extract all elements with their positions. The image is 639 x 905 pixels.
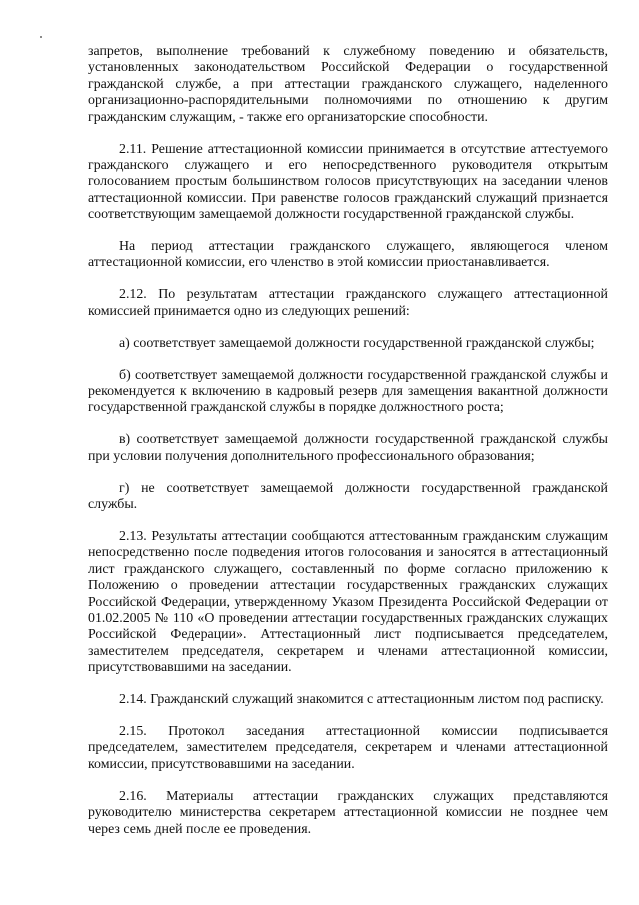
paragraph-2-12: 2.12. По результатам аттестации гражданского служащего аттестационной комиссией принимается одно из следующих решений: <box>88 287 608 319</box>
paragraph-2-15: 2.15. Протокол заседания аттестационной комиссии подписывается председателем, заместителем председателя, секретарем и членами аттестационной комиссии, присутствовавшими на заседании. <box>88 724 608 772</box>
paragraph-decision-g: г) не соответствует замещаемой должности государственной гражданской службы. <box>88 480 608 513</box>
paragraph-2-14: 2.14. Гражданский служащий знакомится с аттестационным листом под расписку. <box>119 692 604 708</box>
paragraph-2-11: 2.11. Решение аттестационной комиссии принимается в отсутствие аттестуемого гражданского служащего и его непосредственного руководителя открытым голосованием простым большинством голосов присутствующих на заседании членов аттестационной комиссии. При равенстве голосов гражданский служащий признается соответствующим замещаемой должности государственной гражданской службы. <box>88 141 608 223</box>
paragraph-prohibitions-continuation: запретов, выполнение требований к служебному поведению и обязательств, установленных законодательством Российской Федерации о государственной гражданской службе, а при аттестации гражданского служащего, наделенного организационно-распорядительными полномочиями по отношению к другим гражданским служащим, - также его организаторские способности. <box>88 44 608 125</box>
paragraph-2-16: 2.16. Материалы аттестации гражданских служащих представляются руководителю министерства секретарем аттестационной комиссии не позднее чем через семь дней после ее проведения. <box>88 788 608 837</box>
paragraph-decision-a: а) соответствует замещаемой должности государственной гражданской службы; <box>119 335 595 351</box>
paragraph-decision-v: в) соответствует замещаемой должности государственной гражданской службы при условии получения дополнительного профессионального образования; <box>88 432 608 464</box>
paragraph-2-13: 2.13. Результаты аттестации сообщаются аттестованным гражданским служащим непосредственно после подведения итогов голосования и заносятся в аттестационный лист гражданского служащего, составленный по форме согласно приложению к Положению о проведении аттестации государственных гражданских служащих Российской Федерации, утвержденному Указом Президента Российской Федерации от 01.02.2005 № 110 «О проведении аттестации государственных гражданских служащих Российской Федерации». Аттестационный лист подписывается председателем, заместителем председателя, секретарем и членами аттестационной комиссии, присутствовавшими на заседании. <box>88 528 608 676</box>
document-page <box>88 44 608 838</box>
paragraph-membership-suspension: На период аттестации гражданского служащего, являющегося членом аттестационной комиссии, его членство в этой комиссии приостанавливается. <box>88 239 608 271</box>
paragraph-decision-b: б) соответствует замещаемой должности государственной гражданской службы и рекомендуется к включению в кадровый резерв для замещения вакантной должности государственной гражданской службы в порядке должностного роста; <box>88 367 608 416</box>
scan-speck <box>40 36 42 38</box>
